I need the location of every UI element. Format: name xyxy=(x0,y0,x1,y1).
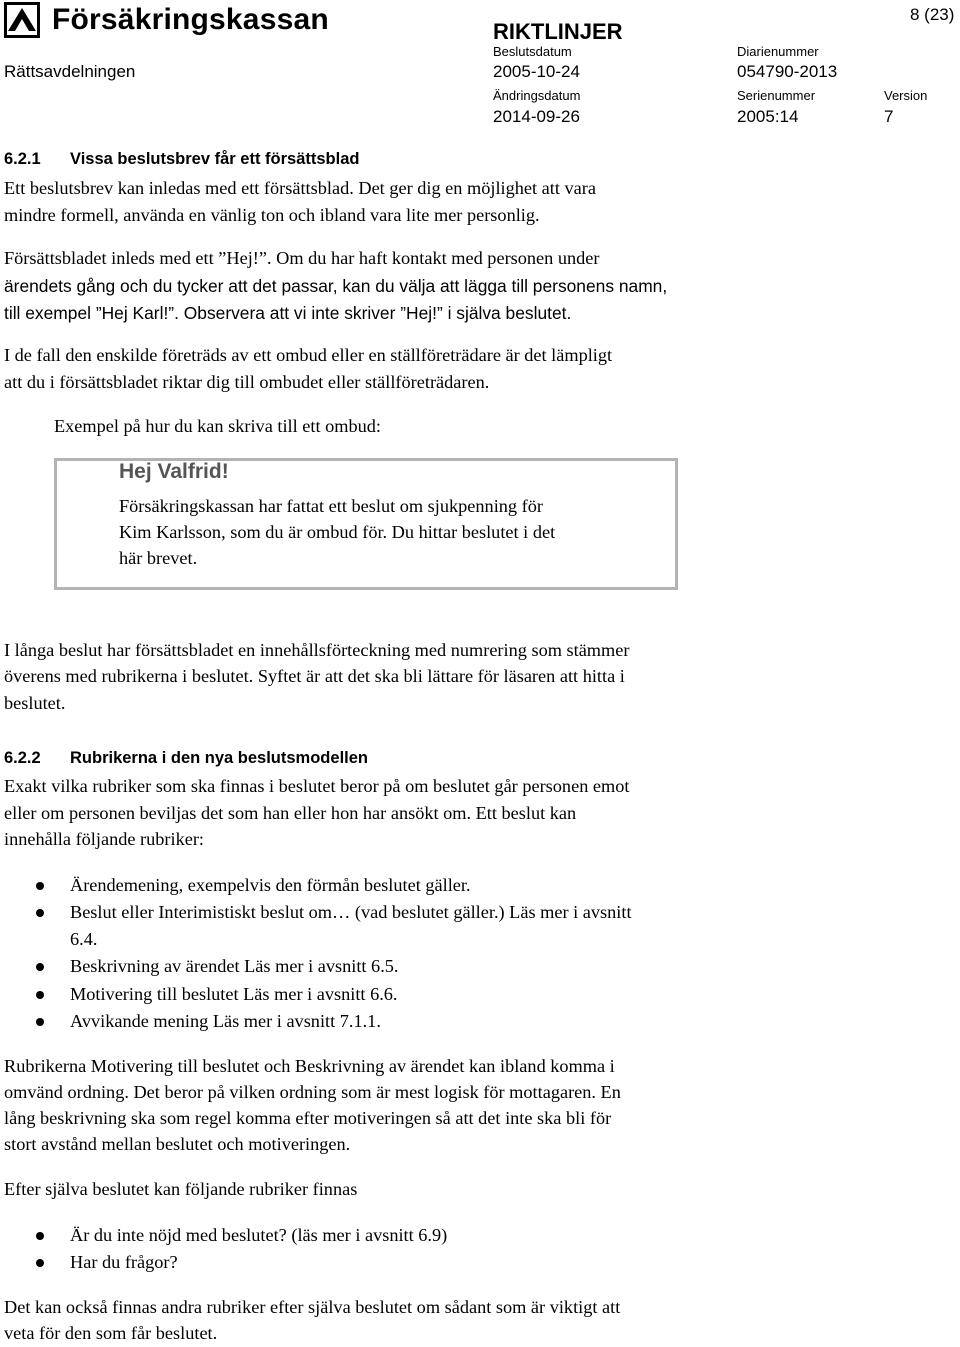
paragraph-line: stort avstånd mellan beslutet och motiveringen. xyxy=(4,1134,351,1154)
logo-text: Försäkringskassan xyxy=(52,3,329,36)
paragraph-line: beslutet. xyxy=(4,693,66,713)
section-heading-6-2-2 xyxy=(4,749,368,768)
section-title: Rubrikerna i den nya beslutsmodellen xyxy=(70,749,368,767)
list-item: Har du frågor? xyxy=(70,1252,178,1272)
list-item: Beskrivning av ärendet Läs mer i avsnitt 6.5. xyxy=(70,956,399,976)
paragraph-line: innehålla följande rubriker: xyxy=(4,829,204,849)
paragraph-line: I långa beslut har försättsbladet en innehållsförteckning med numrering som stämmer xyxy=(4,640,630,660)
section-title: Vissa beslutsbrev får ett försättsblad xyxy=(70,150,360,168)
page-number: 8 (23) xyxy=(910,5,955,24)
bullet-icon xyxy=(36,1018,44,1026)
bullet-icon xyxy=(36,963,44,971)
example-line: Kim Karlsson, som du är ombud för. Du hittar beslutet i det xyxy=(119,522,556,542)
bullet-icon xyxy=(36,1232,44,1240)
document-type: RIKTLINJER xyxy=(493,19,623,44)
bullet-icon xyxy=(36,1259,44,1267)
paragraph-line: eller om personen beviljas det som han eller hon har ansökt om. Ett beslut kan xyxy=(4,803,577,823)
example-intro: Exempel på hur du kan skriva till ett ombud: xyxy=(54,416,381,436)
list-item: Ärendemening, exempelvis den förmån beslutet gäller. xyxy=(70,875,471,895)
bullet-icon xyxy=(36,991,44,999)
andringsdatum-value: 2014-09-26 xyxy=(493,107,580,126)
section-heading-6-2-1 xyxy=(4,150,359,169)
paragraph-line: I de fall den enskilde företräds av ett ombud eller en ställföreträdare är det lämpligt xyxy=(4,345,613,365)
serienummer-label: Serienummer xyxy=(737,88,816,103)
paragraph-line: att du i försättsbladet riktar dig till ombudet eller ställföreträdaren. xyxy=(4,372,490,392)
paragraph-line: Exakt vilka rubriker som ska finnas i beslutet beror på om beslutet går personen emot xyxy=(4,776,630,796)
version-label: Version xyxy=(884,88,928,103)
paragraph-line: till exempel ”Hej Karl!”. Observera att vi inte skriver ”Hej!” i själva beslutet. xyxy=(4,303,572,323)
paragraph-line: Ett beslutsbrev kan inledas med ett försättsblad. Det ger dig en möjlighet att vara xyxy=(4,178,596,198)
paragraph-line: Det kan också finnas andra rubriker efter själva beslutet om sådant som är viktigt att xyxy=(4,1297,621,1317)
diarienummer-label: Diarienummer xyxy=(737,44,819,59)
list-item-continuation: 6.4. xyxy=(70,929,98,949)
bullet-icon xyxy=(36,882,44,890)
example-line: Försäkringskassan har fattat ett beslut om sjukpenning för xyxy=(119,496,543,516)
beslutsdatum-value: 2005-10-24 xyxy=(493,62,580,81)
paragraph-line: mindre formell, använda en vänlig ton och ibland vara lite mer personlig. xyxy=(4,205,540,225)
department-label: Rättsavdelningen xyxy=(4,62,136,81)
list-item: Motivering till beslutet Läs mer i avsnitt 6.6. xyxy=(70,984,398,1004)
paragraph-line: Försättsbladet inleds med ett ”Hej!”. Om du har haft kontakt med personen under xyxy=(4,248,600,268)
serienummer-value: 2005:14 xyxy=(737,107,799,126)
paragraph-line: ärendets gång och du tycker att det passar, kan du välja att lägga till personens namn, xyxy=(4,276,668,296)
paragraph-line: Rubrikerna Motivering till beslutet och Beskrivning av ärendet kan ibland komma i xyxy=(4,1056,615,1076)
section-number: 6.2.1 xyxy=(4,150,41,168)
diarienummer-value: 054790-2013 xyxy=(737,62,838,81)
andringsdatum-label: Ändringsdatum xyxy=(493,88,581,103)
paragraph-line: överens med rubrikerna i beslutet. Syftet är att det ska bli lättare för läsaren att hitta i xyxy=(4,666,625,686)
paragraph-line: omvänd ordning. Det beror på vilken ordning som är mest logisk för mottagaren. En xyxy=(4,1082,621,1102)
list-item: Avvikande mening Läs mer i avsnitt 7.1.1. xyxy=(70,1011,381,1031)
paragraph-line: veta för den som får beslutet. xyxy=(4,1323,218,1343)
example-greeting: Hej Valfrid! xyxy=(119,460,229,483)
list-item: Beslut eller Interimistiskt beslut om… (vad beslutet gäller.) Läs mer i avsnitt xyxy=(70,902,632,922)
version-value: 7 xyxy=(884,107,894,126)
example-line: här brevet. xyxy=(119,548,198,568)
section-number: 6.2.2 xyxy=(4,749,41,767)
paragraph-line: Efter själva beslutet kan följande rubriker finnas xyxy=(4,1179,358,1199)
beslutsdatum-label: Beslutsdatum xyxy=(493,44,572,59)
bullet-icon xyxy=(36,909,44,917)
logo-icon xyxy=(4,2,40,38)
list-item: Är du inte nöjd med beslutet? (läs mer i avsnitt 6.9) xyxy=(70,1225,448,1245)
paragraph-line: lång beskrivning ska som regel komma efter motiveringen så att det inte ska bli för xyxy=(4,1108,612,1128)
